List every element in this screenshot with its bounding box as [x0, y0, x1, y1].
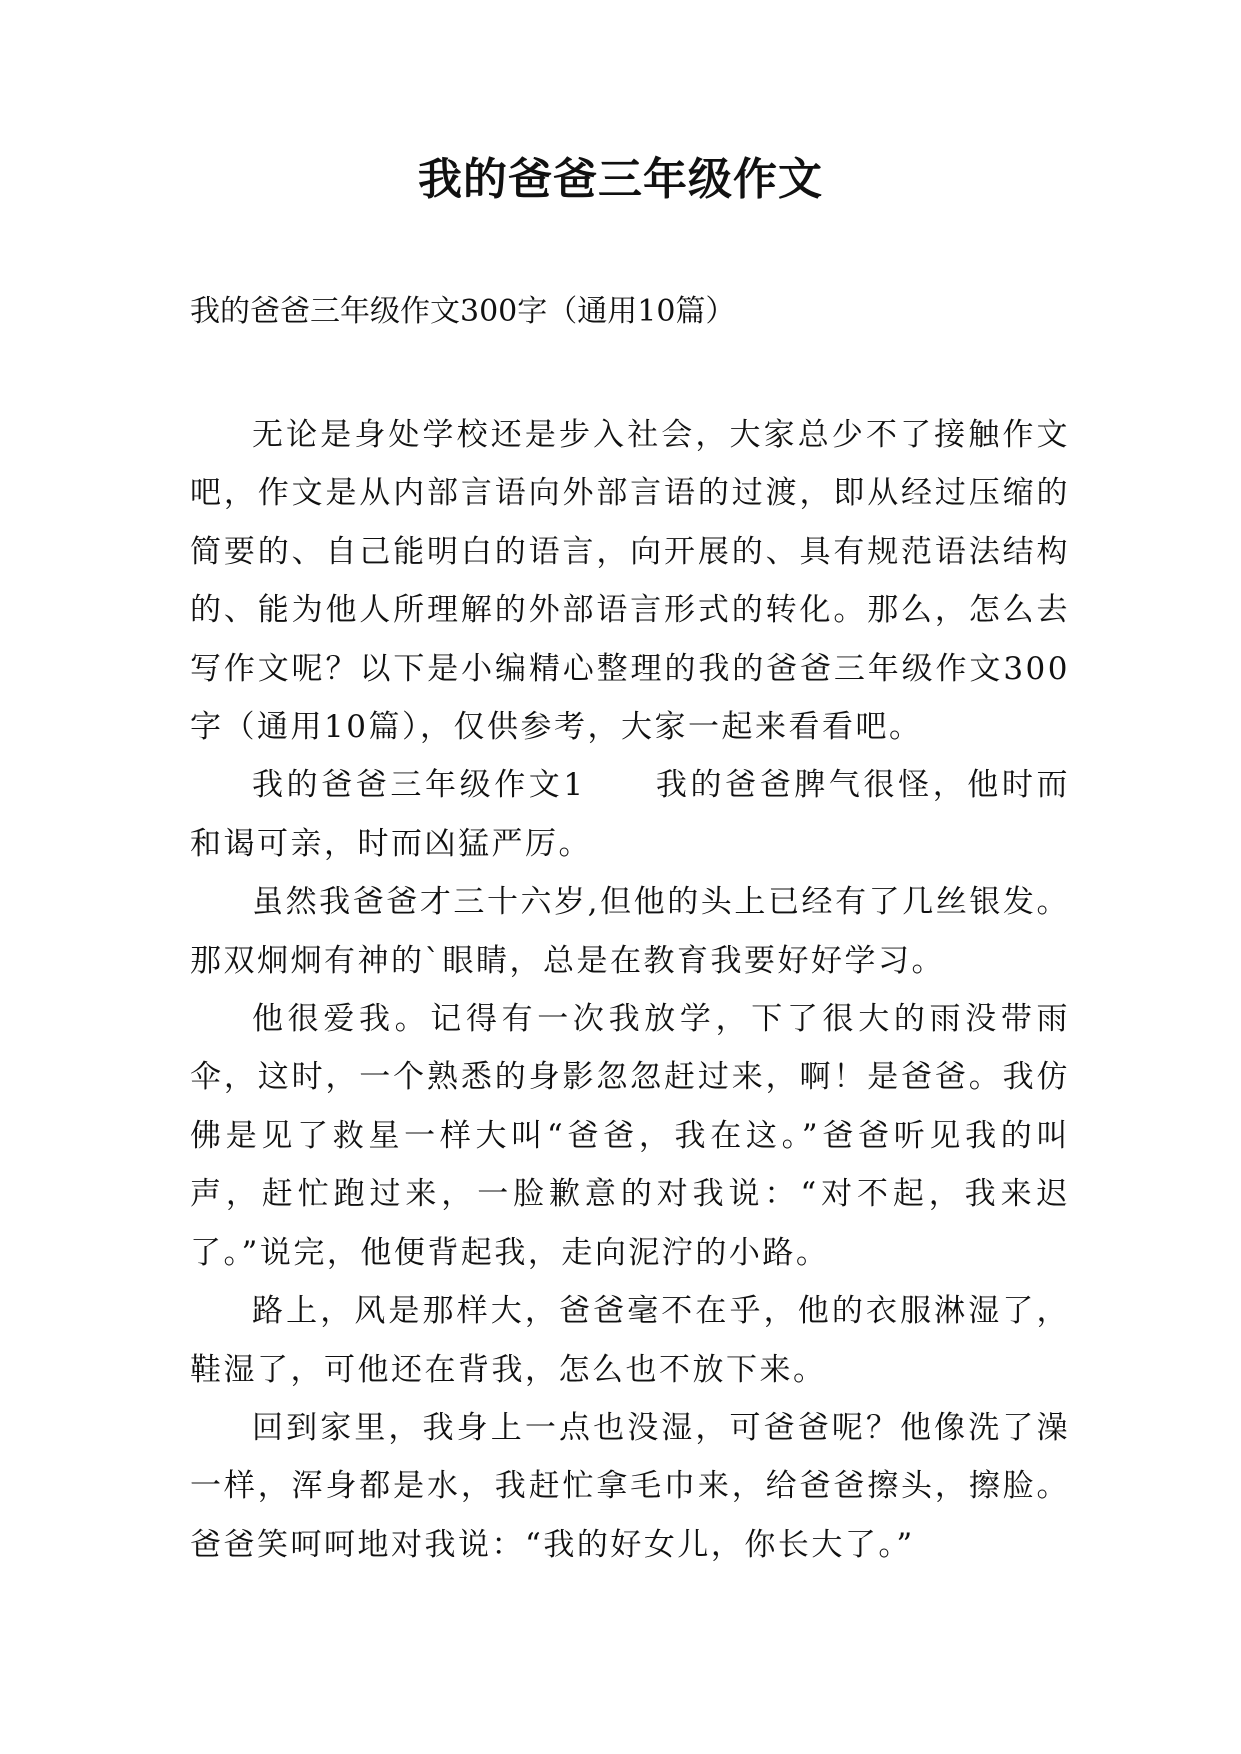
paragraph-father-description: 虽然我爸爸才三十六岁,但他的头上已经有了几丝银发。那双炯炯有神的`眼睛，总是在教育我要好好学习。 [190, 884, 1070, 979]
paragraph-intro: 无论是身处学校还是步入社会，大家总少不了接触作文吧，作文是从内部言语向外部言语的过渡，即从经过压缩的简要的、自己能明白的语言，向开展的、具有规范语法结构的、能为他人所理解的外部语言形式的转化。那么，怎么去写作文呢？以下是小编精心整理的我的爸爸三年级作文300字（通用10篇），仅供参考，大家一起来看看吧。 [190, 417, 1070, 746]
document-body [190, 406, 1070, 1574]
paragraph-back-home: 回到家里，我身上一点也没湿，可爸爸呢？他像洗了澡一样，浑身都是水，我赶忙拿毛巾来，给爸爸擦头，擦脸。爸爸笑呵呵地对我说：“我的好女儿，你长大了。” [190, 1409, 1070, 1563]
document-title: 我的爸爸三年级作文 [418, 154, 823, 205]
paragraph-on-the-road: 路上，风是那样大，爸爸毫不在乎，他的衣服淋湿了，鞋湿了，可他还在背我，怎么也不放下来。 [190, 1293, 1070, 1388]
paragraph-rainy-day: 他很爱我。记得有一次我放学，下了很大的雨没带雨伞，这时，一个熟悉的身影忽忽赶过来，啊！是爸爸。我仿佛是见了救星一样大叫“爸爸，我在这。”爸爸听见我的叫声，赶忙跑过来，一脸歉意的对我说：“对不起，我来迟了。”说完，他便背起我，走向泥泞的小路。 [190, 1001, 1070, 1271]
document-subtitle: 我的爸爸三年级作文300字（通用10篇） [190, 294, 736, 329]
paragraph-essay-1-opening: 我的爸爸三年级作文1 我的爸爸脾气很怪，他时而和谒可亲，时而凶猛严厉。 [190, 767, 1070, 862]
